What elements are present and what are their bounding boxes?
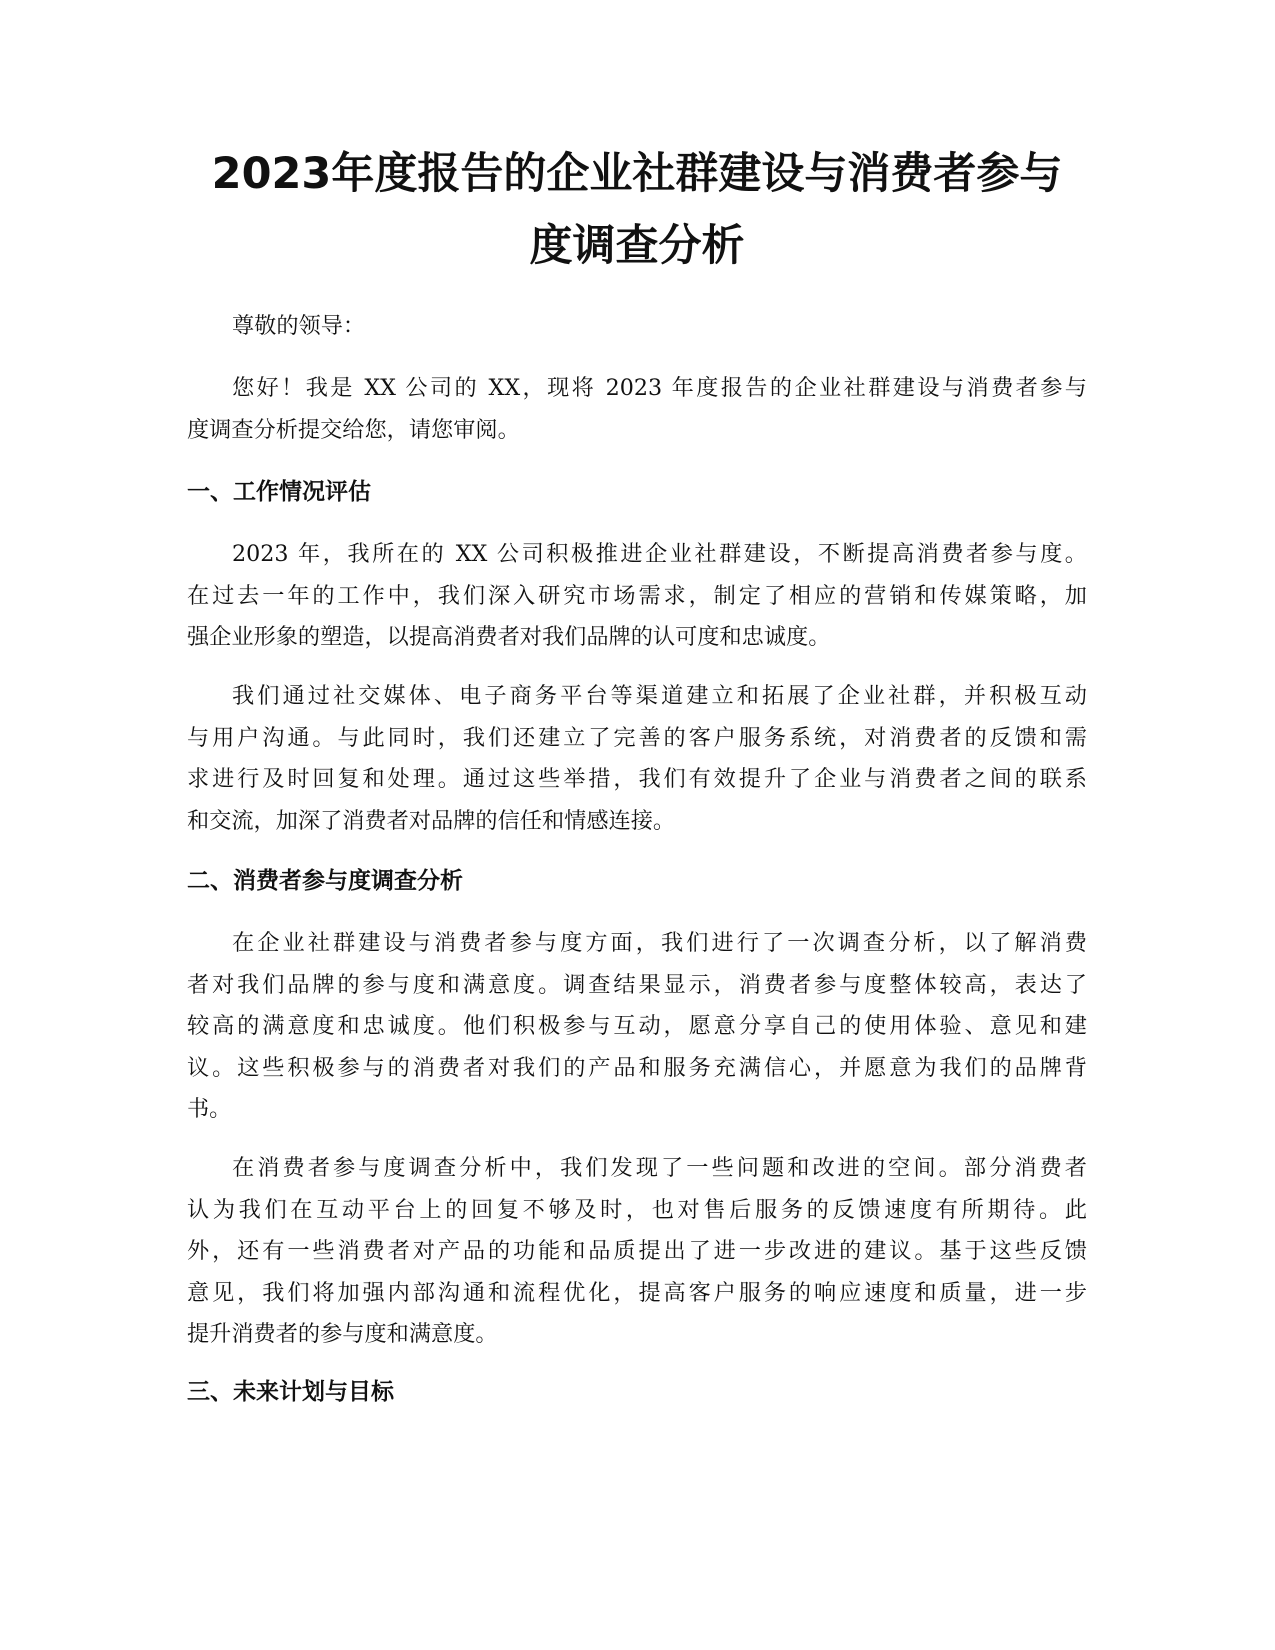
paragraph-line: 求进行及时回复和处理。通过这些举措，我们有效提升了企业与消费者之间的联系 <box>187 766 1087 792</box>
paragraph-line: 度调查分析提交给您，请您审阅。 <box>187 416 520 443</box>
paragraph-line: 我们通过社交媒体、电子商务平台等渠道建立和拓展了企业社群，并积极互动 <box>232 683 1087 709</box>
paragraph-line: 和交流，加深了消费者对品牌的信任和情感连接。 <box>187 807 676 834</box>
paragraph-line: 在消费者参与度调查分析中，我们发现了一些问题和改进的空间。部分消费者 <box>232 1155 1087 1181</box>
section-1-paragraph-1 <box>187 534 1087 659</box>
title-line: 2023年度报告的企业社群建设与消费者参与 <box>211 149 1063 199</box>
section-heading-1: 一、工作情况评估 <box>187 479 371 505</box>
section-heading-2: 二、消费者参与度调查分析 <box>187 868 463 894</box>
paragraph-line: 与用户沟通。与此同时，我们还建立了完善的客户服务系统，对消费者的反馈和需 <box>187 724 1087 751</box>
paragraph-line: 您好！我是 XX 公司的 XX，现将 2023 年度报告的企业社群建设与消费者参与 <box>232 375 1087 401</box>
document-title <box>187 138 1087 282</box>
greeting-line: 尊敬的领导： <box>232 313 366 339</box>
paragraph-line: 强企业形象的塑造，以提高消费者对我们品牌的认可度和忠诚度。 <box>187 624 831 650</box>
paragraph-line: 认为我们在互动平台上的回复不够及时，也对售后服务的反馈速度有所期待。此 <box>187 1196 1087 1223</box>
paragraph-line: 较高的满意度和忠诚度。他们积极参与互动，愿意分享自己的使用体验、意见和建 <box>187 1013 1087 1039</box>
section-2-paragraph-1 <box>187 923 1087 1131</box>
section-heading-3: 三、未来计划与目标 <box>187 1379 394 1405</box>
paragraph-line: 书。 <box>187 1096 232 1122</box>
section-2-paragraph-2 <box>187 1148 1087 1356</box>
section-1-paragraph-2 <box>187 676 1087 842</box>
greeting <box>187 306 1087 348</box>
paragraph-line: 在过去一年的工作中，我们深入研究市场需求，制定了相应的营销和传媒策略，加 <box>187 582 1087 609</box>
intro-paragraph <box>187 368 1087 451</box>
document-page <box>187 0 1087 1650</box>
title-line: 度调查分析 <box>529 221 745 271</box>
paragraph-line: 在企业社群建设与消费者参与度方面，我们进行了一次调查分析，以了解消费 <box>232 930 1087 956</box>
paragraph-line: 议。这些积极参与的消费者对我们的产品和服务充满信心，并愿意为我们的品牌背 <box>187 1054 1087 1081</box>
paragraph-line: 外，还有一些消费者对产品的功能和品质提出了进一步改进的建议。基于这些反馈 <box>187 1238 1087 1264</box>
paragraph-line: 提升消费者的参与度和满意度。 <box>187 1321 498 1347</box>
paragraph-line: 意见，我们将加强内部沟通和流程优化，提高客户服务的响应速度和质量，进一步 <box>187 1279 1087 1306</box>
paragraph-line: 2023 年，我所在的 XX 公司积极推进企业社群建设，不断提高消费者参与度。 <box>232 541 1087 567</box>
paragraph-line: 者对我们品牌的参与度和满意度。调查结果显示，消费者参与度整体较高，表达了 <box>187 971 1087 998</box>
